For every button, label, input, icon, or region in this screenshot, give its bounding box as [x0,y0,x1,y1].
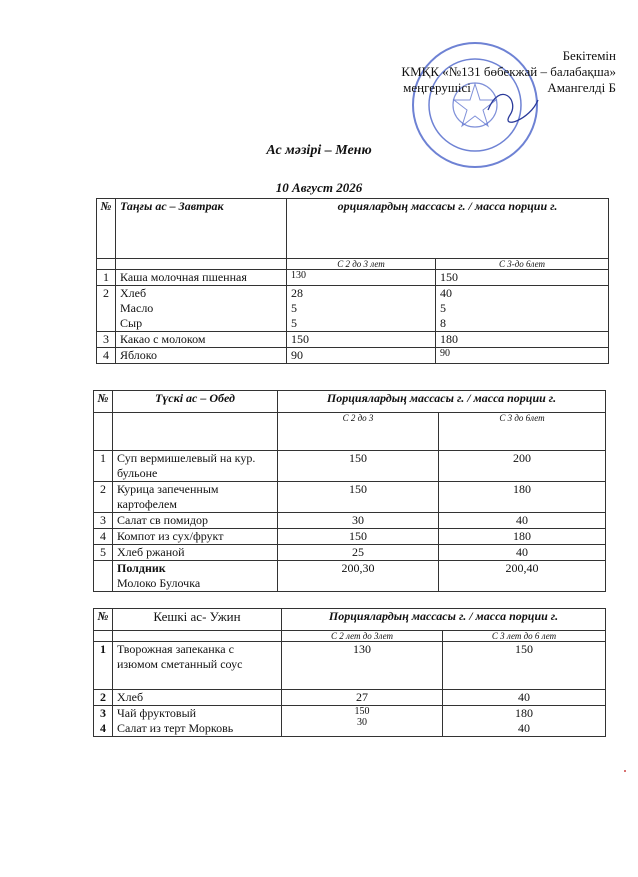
portion-line: 40 [440,286,452,300]
row-number: 4 [94,529,113,545]
breakfast-age-2: С 3-до 6лет [436,259,609,270]
portion-small: 30 [278,513,439,529]
portion-small: 150 [278,451,439,482]
portion-small: 25 [278,545,439,561]
dish-line: Хлеб [120,286,147,300]
breakfast-num-header: № [97,199,116,259]
approval-line-2: КМҚК «№131 бөбекжай – балабақша» [401,64,616,79]
portion-small: 27 [282,690,443,706]
lunch-num-header: № [94,391,113,413]
dinner-portion-header: Порциялардың массасы г. / масса порции г. [282,609,606,631]
row-number: 4 [97,348,116,364]
dish-name: Какао с молоком [116,332,287,348]
portion-large: 180 [439,529,606,545]
dish-name: Хлеб ржаной [113,545,278,561]
scan-speck [624,770,626,772]
row-number: 3 [97,332,116,348]
row-number: 2 [94,482,113,513]
portion-small: 150 [278,482,439,513]
table-row [94,642,606,690]
portion-line: 8 [440,316,446,330]
portion-large: 180 [436,332,609,348]
dish-line: Чай фруктовый [117,706,197,720]
portion-line: 5 [291,301,297,315]
snack-cell [113,561,278,592]
approval-line-1: Бекітемін [562,48,616,63]
dish-name [113,706,282,737]
portion-large: 40 [443,690,606,706]
table-row [97,332,609,348]
row-number: 1 [94,451,113,482]
dish-name: Творожная запеканка с изюмом сметанный соус [113,642,282,690]
lunch-age-2: С 3 до 6лет [439,413,606,451]
dish-line: Масло [120,301,154,315]
portion-small: 150 [278,529,439,545]
snack-title: Полдник [117,561,166,575]
table-row [94,513,606,529]
portion-small: 90 [287,348,436,364]
table-row [94,451,606,482]
table-row [94,529,606,545]
dish-name: Курица запеченным картофелем [113,482,278,513]
dish-name: Яблоко [116,348,287,364]
portion-line: 180 [515,706,533,720]
dish-name: Каша молочная пшенная [116,270,287,286]
table-row [94,482,606,513]
approval-block [401,48,616,96]
dinner-age-1: С 2 лет до 3лет [282,631,443,642]
portion-large: 40 [439,513,606,529]
portion-line: 40 [518,721,530,735]
row-number-line: 4 [100,721,106,735]
dish-name: Хлеб [113,690,282,706]
portion-large [436,286,609,332]
table-row [94,690,606,706]
page-title: Ас мәзірі – Меню [266,143,372,158]
lunch-age-1: С 2 до 3 [278,413,439,451]
snack-items: Молоко Булочка [117,576,201,590]
portion-large [443,706,606,737]
dish-line: Сыр [120,316,143,330]
dinner-age-2: С 3 лет до 6 лет [443,631,606,642]
portion-line: 28 [291,286,303,300]
portion-large: 180 [439,482,606,513]
portion-large: 150 [436,270,609,286]
dish-name: Суп вермишелевый на кур. бульоне [113,451,278,482]
portion-large: 90 [436,348,609,364]
breakfast-table [96,198,609,364]
row-number: 2 [97,286,116,332]
table-row [94,561,606,592]
row-number: 2 [94,690,113,706]
dinner-meal-header: Кешкі ас- Ужин [113,609,282,631]
lunch-portion-header: Порциялардың массасы г. / масса порции г. [278,391,606,413]
dinner-num-header: № [94,609,113,631]
row-number: 1 [94,642,113,690]
portion-large: 200,40 [439,561,606,592]
lunch-meal-header: Түскі ас – Обед [113,391,278,413]
lunch-table [93,390,606,592]
breakfast-meal-header: Таңғы ас – Завтрак [116,199,287,259]
portion-small [282,706,443,737]
table-row [97,348,609,364]
breakfast-portion-header: орциялардың массасы г. / масса порции г. [287,199,609,259]
row-number [94,706,113,737]
portion-small: 200,30 [278,561,439,592]
table-row [97,270,609,286]
table-row [94,545,606,561]
approval-position: меңгерушісі [403,80,471,95]
dish-name [116,286,287,332]
dish-name: Компот из сух/фрукт [113,529,278,545]
portion-large: 200 [439,451,606,482]
row-number: 5 [94,545,113,561]
dish-line: Салат из терт Морковь [117,721,234,735]
dish-name: Салат св помидор [113,513,278,529]
table-row [94,706,606,737]
portion-line: 5 [440,301,446,315]
table-row [97,286,609,332]
portion-line: 5 [291,316,297,330]
portion-large: 150 [443,642,606,690]
portion-small: 150 [287,332,436,348]
breakfast-age-1: С 2 до 3 лет [287,259,436,270]
approval-signatory: Амангелді Б [547,80,616,95]
approval-line-3 [401,80,616,96]
portion-line: 30 [357,717,367,728]
portion-large: 40 [439,545,606,561]
row-number: 1 [97,270,116,286]
portion-line: 150 [354,706,370,717]
menu-date: 10 Август 2026 [275,180,363,195]
portion-small [287,286,436,332]
row-number-line: 3 [100,706,106,720]
dinner-table [93,608,606,737]
portion-small: 130 [287,270,436,286]
portion-small: 130 [282,642,443,690]
row-number: 3 [94,513,113,529]
